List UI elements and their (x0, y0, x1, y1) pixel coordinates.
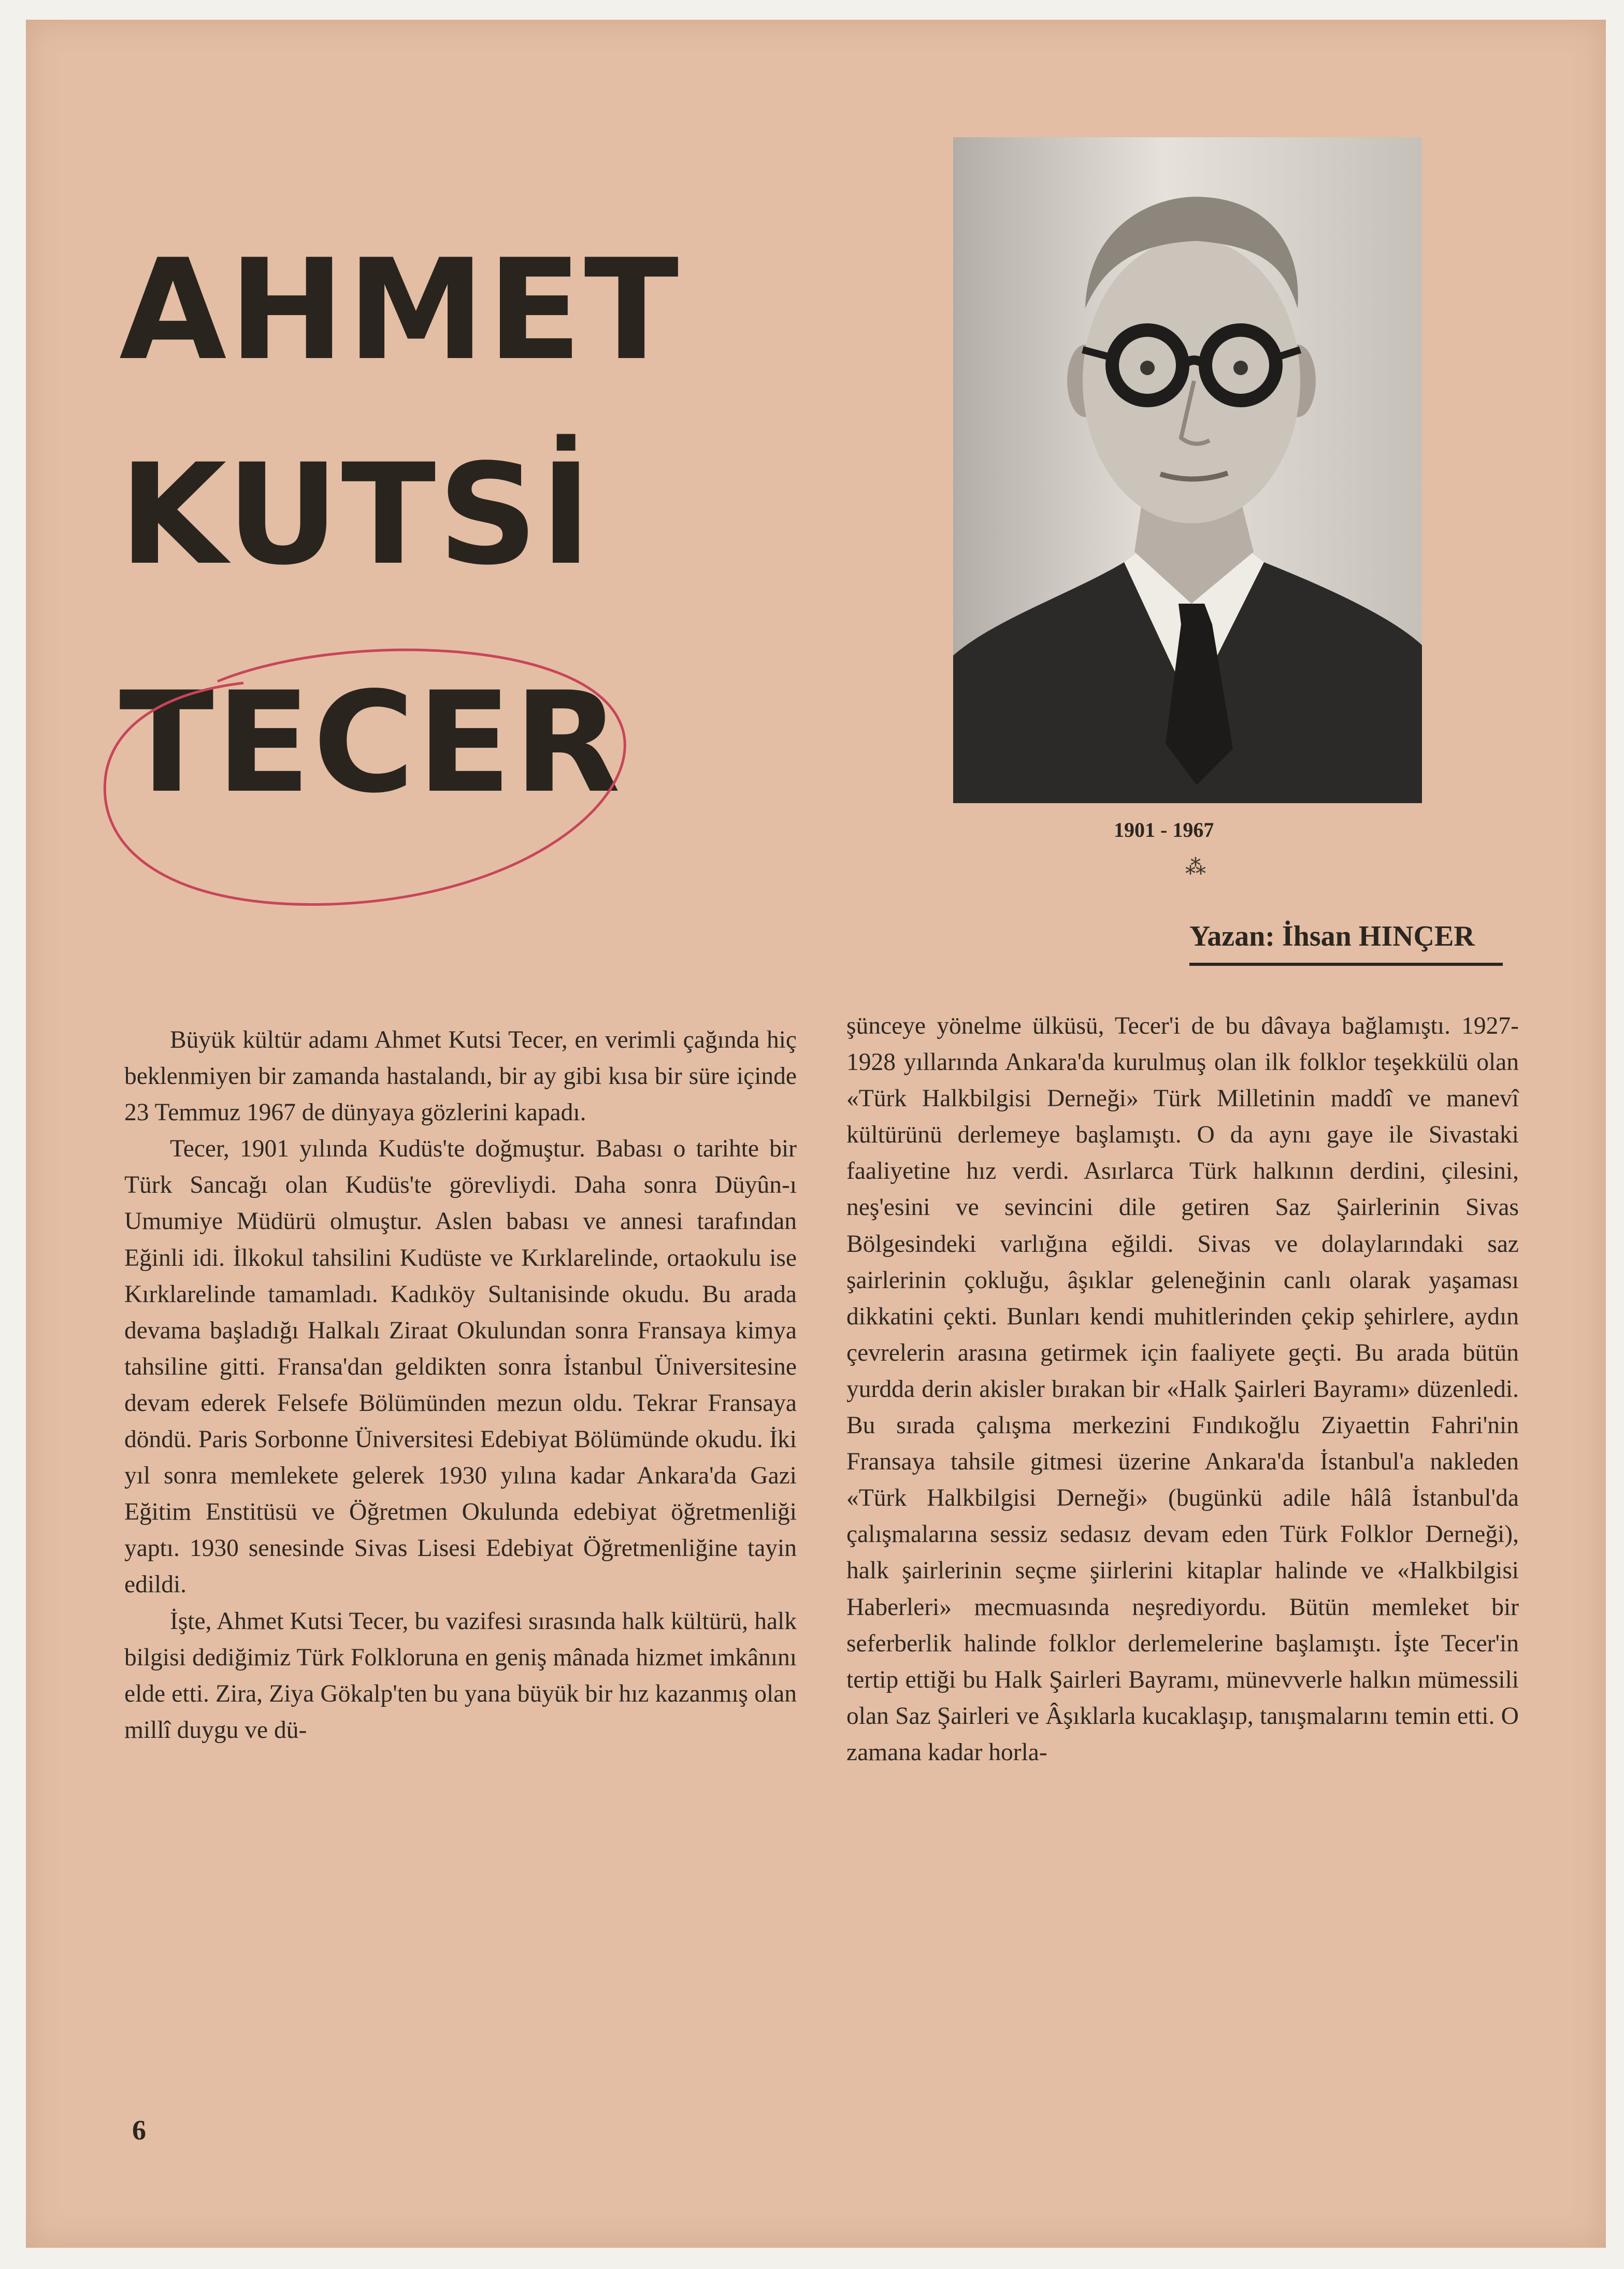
author-byline: Yazan: İhsan HINÇER (1189, 920, 1475, 952)
page-number: 6 (132, 2115, 146, 2146)
title-line-1: AHMET (119, 230, 681, 391)
portrait-photo (953, 137, 1422, 803)
right-column (846, 1008, 1519, 1771)
title-line-2: KUTSİ (119, 434, 594, 596)
portrait-image (953, 137, 1422, 803)
life-years: 1901 - 1967 (1114, 818, 1214, 841)
byline-rule (1189, 963, 1503, 966)
left-column (124, 1022, 797, 1748)
paragraph: Tecer, 1901 yılında Kudüs'te doğmuştur. Babası o tarihte bir Türk Sancağı olan Kudüs'te görevliydi. Daha sonra Düyûn-ı Umumiye Müdürü olmuştur. Aslen babası ve annesi tarafından Eğinli idi. İlkokul tahsilini Kudüste ve Kırklarelinde, ortaokulu ise Kırklarelinde tamamladı. Kadıköy Sultanisinde okudu. Bu arada devama başladığı Halkalı Ziraat Okulundan sonra Fransaya kimya tahsiline gitti. Fransa'dan geldikten sonra İstanbul Üniversitesine devam ederek Felsefe Bölümünden mezun oldu. Tekrar Fransaya döndü. Paris Sorbonne Üniversitesi Edebiyat Bölümünde okudu. İki yıl sonra memlekete gelerek 1930 yılına kadar Ankara'da Gazi Eğitim Enstitüsü ve Öğretmen Okulunda edebiyat öğretmenliği yaptı. 1930 senesinde Sivas Lisesi Edebiyat Öğretmenliğine tayin edildi. (124, 1135, 797, 1599)
paragraph: Büyük kültür adamı Ahmet Kutsi Tecer, en verimli çağında hiç beklenmiyen bir zamanda hastalandı, bir ay gibi kısa bir süre içinde 23 Temmuz 1967 de dünyaya gözlerini kapadı. (124, 1026, 797, 1126)
paragraph: şünceye yönelme ülküsü, Tecer'i de bu dâvaya bağlamıştı. 1927-1928 yıllarında Ankara'da kurulmuş olan ilk folklor teşekkülü olan «Türk Halkbilgisi Derneği» Türk Milletinin maddî ve manevî kültürünü derlemeye başlamıştı. O da aynı gaye ile Sivastaki faaliyetine hız verdi. Asırlarca Türk halkının derdini, çilesini, neş'esini ve sevincini dile getiren Saz Şairlerinin Sivas Bölgesindeki varlığına eğildi. Sivas ve dolaylarındaki saz şairlerinin çokluğu, âşıklar geleneğinin canlı olarak yaşaması dikkatini çekti. Bunları kendi muhitlerinden çekip şehirlere, aydın çevrelerin arasına getirmek için faaliyete geçti. Bu arada bütün yurdda derin akisler bırakan bir «Halk Şairleri Bayramı» düzenledi. Bu sırada çalışma merkezini Fındıkoğlu Ziyaettin Fahri'nin Fransaya tahsile gitmesi üzerine Ankara'da İstanbul'a nakleden «Türk Halkbilgisi Derneği» (bugünkü adile hâlâ İstanbul'da çalışmalarına sessiz sedasız devam eden Türk Folklor Derneği), halk şairlerinin seçme şiirlerini kitaplar halinde ve «Halkbilgisi Haberleri» mecmuasında neşrediyordu. Bütün memleket bir seferberlik halinde folklor derlemelerine başlamıştı. İşte Tecer'in tertip ettiği bu Halk Şairleri Bayramı, münevverle halkın mümessili olan Saz Şairleri ve Âşıklarla kucaklaşıp, tanışmalarını temin etti. O zamana kadar horla- (846, 1012, 1519, 1766)
ornament-asterism: ⁂ (1185, 855, 1206, 879)
title-line-3: TECER (119, 662, 623, 824)
paragraph: İşte, Ahmet Kutsi Tecer, bu vazifesi sırasında halk kültürü, halk bilgisi dediğimiz Türk Folkloruna en geniş mânada hizmet imkânını elde etti. Zira, Ziya Gökalp'ten bu yana büyük bir hız kazanmış olan millî duygu ve dü- (124, 1607, 797, 1744)
